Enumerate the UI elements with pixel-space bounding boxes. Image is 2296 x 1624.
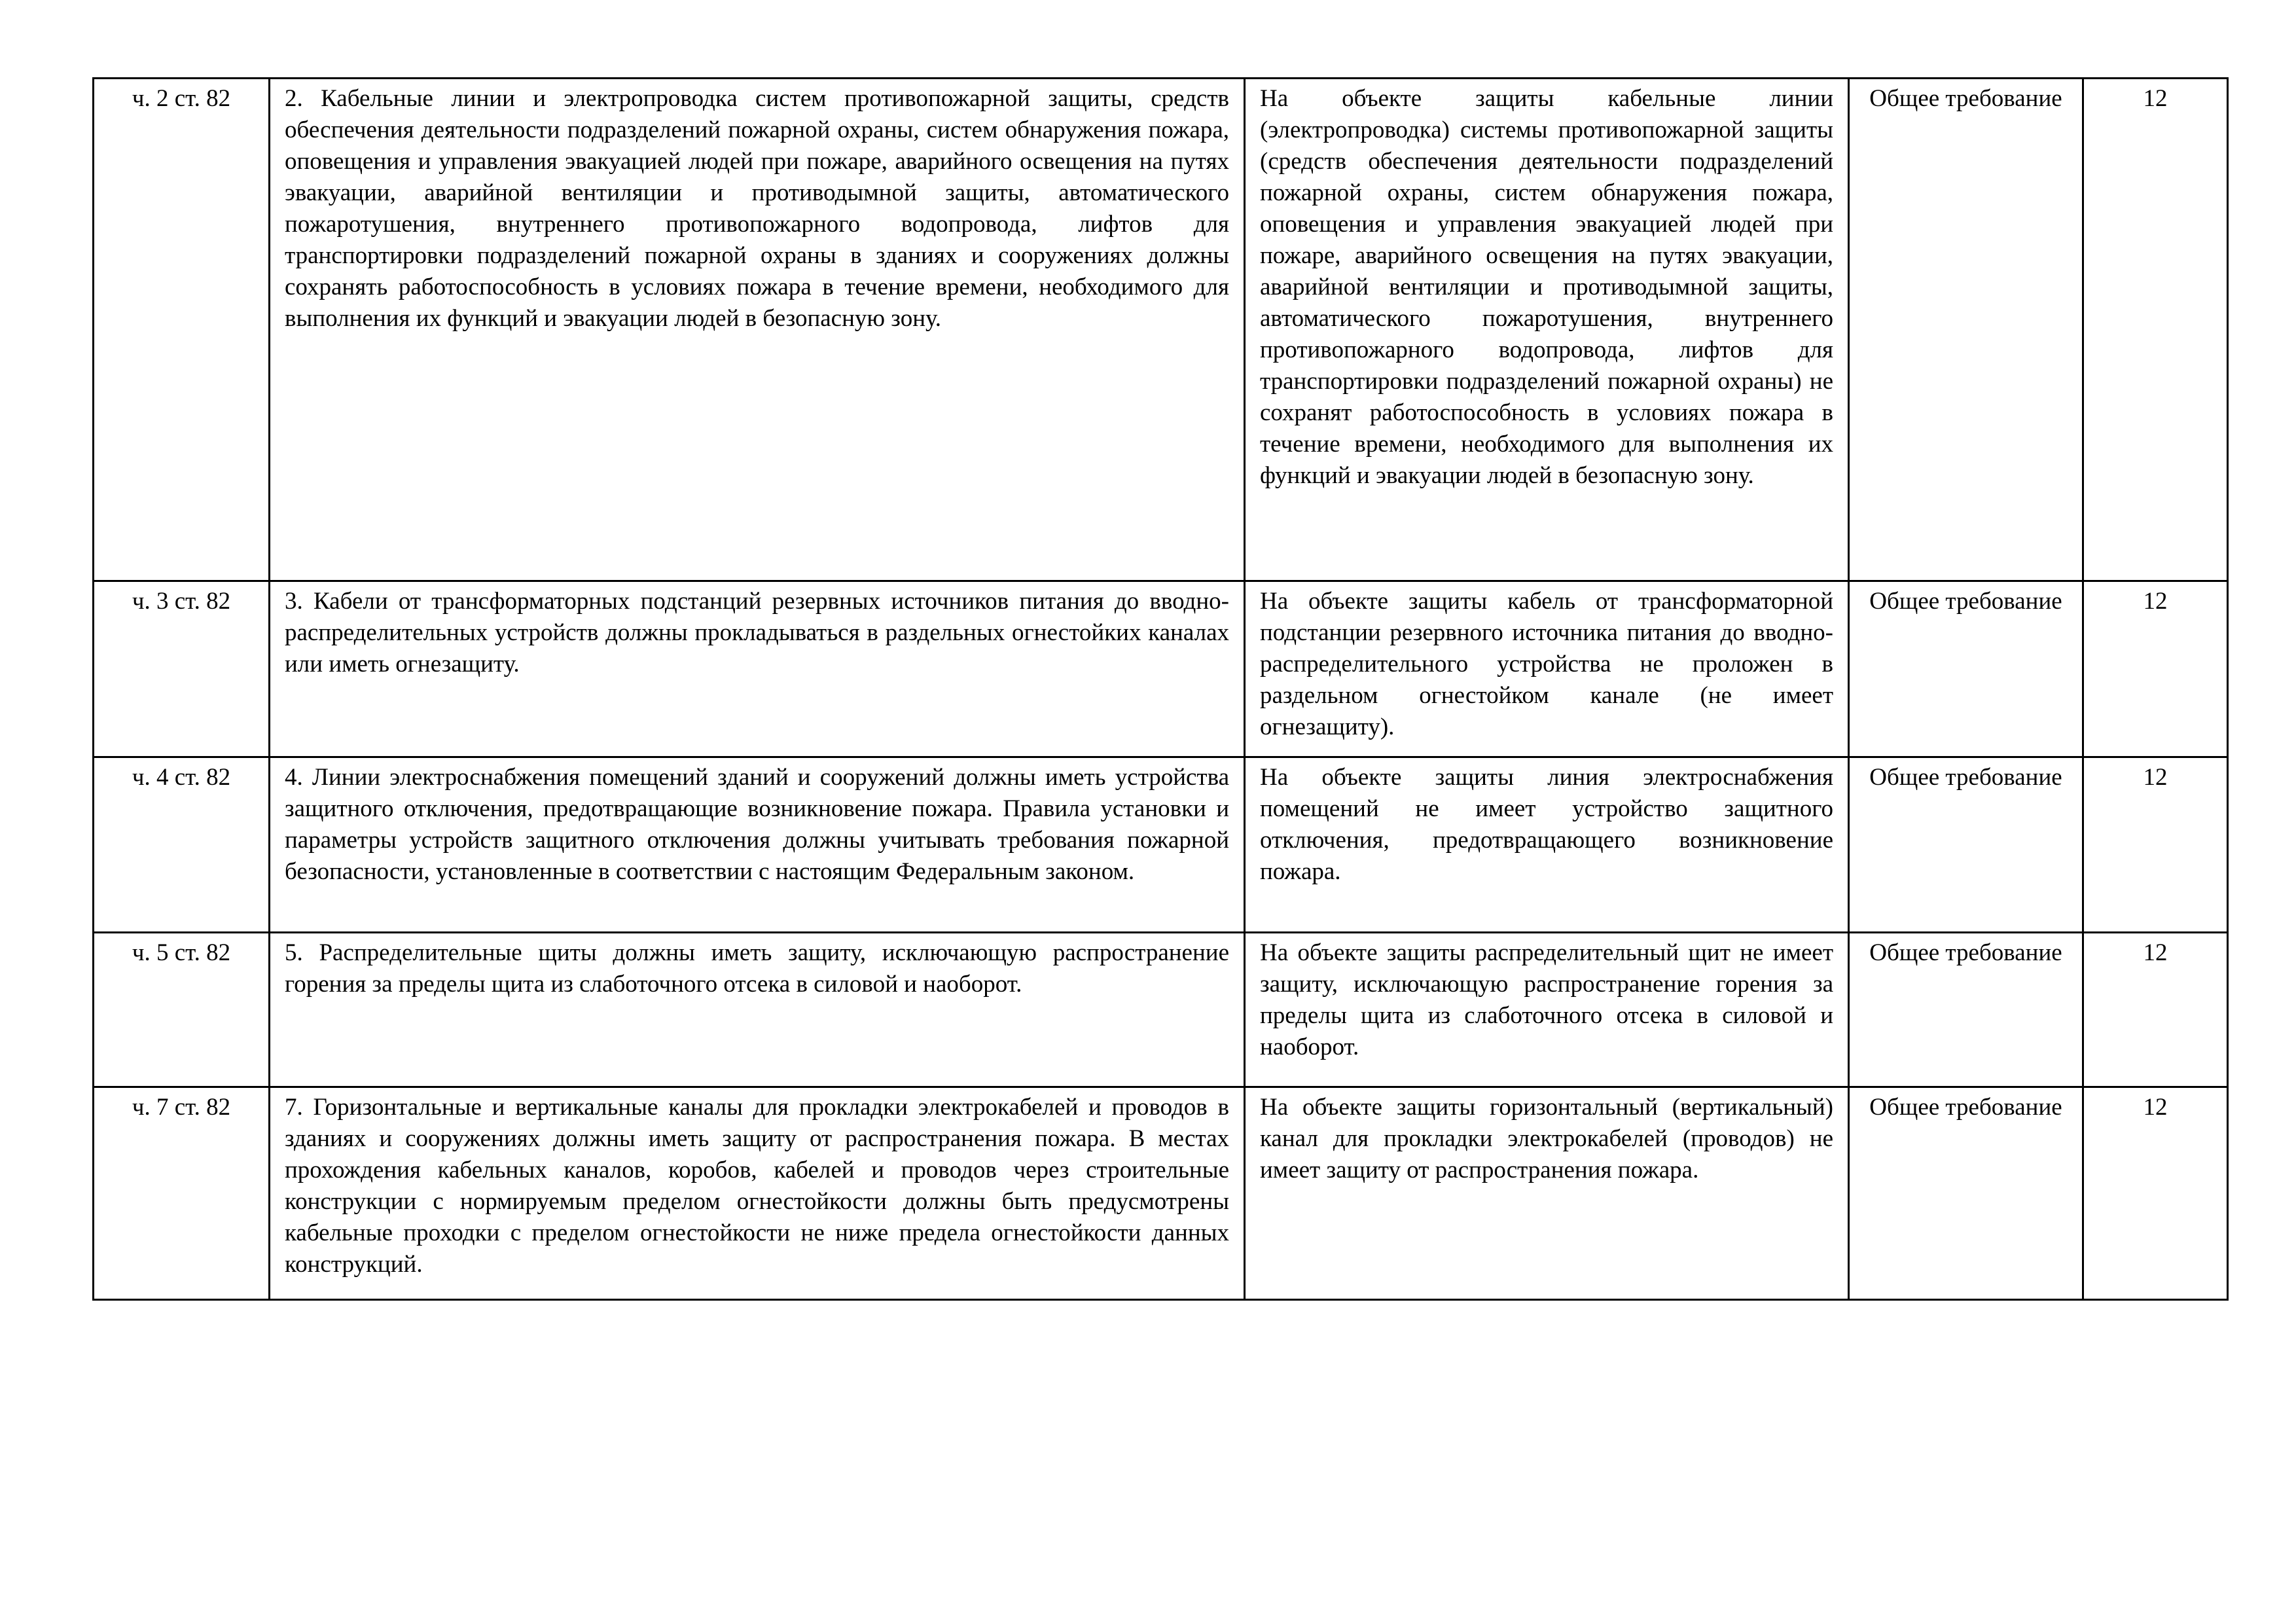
number-cell: 12 [2083,757,2228,933]
article-reference-cell: ч. 5 ст. 82 [94,933,270,1087]
requirement-type-cell: Общее требование [1849,581,2083,757]
number-cell: 12 [2083,1087,2228,1300]
table-row [94,933,2228,1087]
requirement-type-cell: Общее требование [1849,1087,2083,1300]
requirement-text-cell: 4. Линии электроснабжения помещений зданий и сооружений должны иметь устройства защитного отключения, предотвращающие возникновение пожара. Правила установки и параметры устройств защитного отключения должны учитывать требования пожарной безопасности, установленные в соответствии с настоящим Федеральным законом. [270,757,1245,933]
violation-description-cell: На объекте защиты горизонтальный (вертикальный) канал для прокладки электрокабелей (проводов) не имеет защиту от распространения пожара. [1245,1087,1849,1300]
requirement-type-cell: Общее требование [1849,933,2083,1087]
requirement-text-cell: 7. Горизонтальные и вертикальные каналы для прокладки электрокабелей и проводов в зданиях и сооружениях должны иметь защиту от распространения пожара. В местах прохождения кабельных каналов, коробов, кабелей и проводов через строительные конструкции с нормируемым пределом огнестойкости должны быть предусмотрены кабельные проходки с пределом огнестойкости не ниже предела огнестойкости данных конструкций. [270,1087,1245,1300]
document-page [92,77,2227,1301]
requirement-text-cell: 3. Кабели от трансформаторных подстанций резервных источников питания до вводно-распределительных устройств должны прокладываться в раздельных огнестойких каналах или иметь огнезащиту. [270,581,1245,757]
article-reference-cell: ч. 3 ст. 82 [94,581,270,757]
article-reference-cell: ч. 4 ст. 82 [94,757,270,933]
requirement-text-cell: 2. Кабельные линии и электропроводка систем противопожарной защиты, средств обеспечения деятельности подразделений пожарной охраны, систем обнаружения пожара, оповещения и управления эвакуацией людей при пожаре, аварийного освещения на путях эвакуации, аварийной вентиляции и противодымной защиты, автоматического пожаротушения, внутреннего противопожарного водопровода, лифтов для транспортировки подразделений пожарной охраны в зданиях и сооружениях должны сохранять работоспособность в условиях пожара в течение времени, необходимого для выполнения их функций и эвакуации людей в безопасную зону. [270,79,1245,581]
article-reference-cell: ч. 7 ст. 82 [94,1087,270,1300]
table-row [94,1087,2228,1300]
requirement-type-cell: Общее требование [1849,757,2083,933]
table-row [94,79,2228,581]
violation-description-cell: На объекте защиты кабельные линии (электропроводка) системы противопожарной защиты (средств обеспечения деятельности подразделений пожарной охраны, систем обнаружения пожара, оповещения и управления эвакуацией людей при пожаре, аварийного освещения на путях эвакуации, аварийной вентиляции и противодымной защиты, автоматического пожаротушения, внутреннего противопожарного водопровода, лифтов для транспортировки подразделений пожарной охраны) не сохранят работоспособность в условиях пожара в течение времени, необходимого для выполнения их функций и эвакуации людей в безопасную зону. [1245,79,1849,581]
table-row [94,581,2228,757]
number-cell: 12 [2083,79,2228,581]
number-cell: 12 [2083,933,2228,1087]
violation-description-cell: На объекте защиты кабель от трансформаторной подстанции резервного источника питания до вводно-распределительного устройства не проложен в раздельном огнестойком канале (не имеет огнезащиту). [1245,581,1849,757]
violation-description-cell: На объекте защиты распределительный щит не имеет защиту, исключающую распространение горения за пределы щита из слаботочного отсека в силовой и наоборот. [1245,933,1849,1087]
number-cell: 12 [2083,581,2228,757]
requirements-table [92,77,2229,1301]
article-reference-cell: ч. 2 ст. 82 [94,79,270,581]
requirement-text-cell: 5. Распределительные щиты должны иметь защиту, исключающую распространение горения за пределы щита из слаботочного отсека в силовой и наоборот. [270,933,1245,1087]
violation-description-cell: На объекте защиты линия электроснабжения помещений не имеет устройство защитного отключения, предотвращающего возникновение пожара. [1245,757,1849,933]
requirement-type-cell: Общее требование [1849,79,2083,581]
table-row [94,757,2228,933]
